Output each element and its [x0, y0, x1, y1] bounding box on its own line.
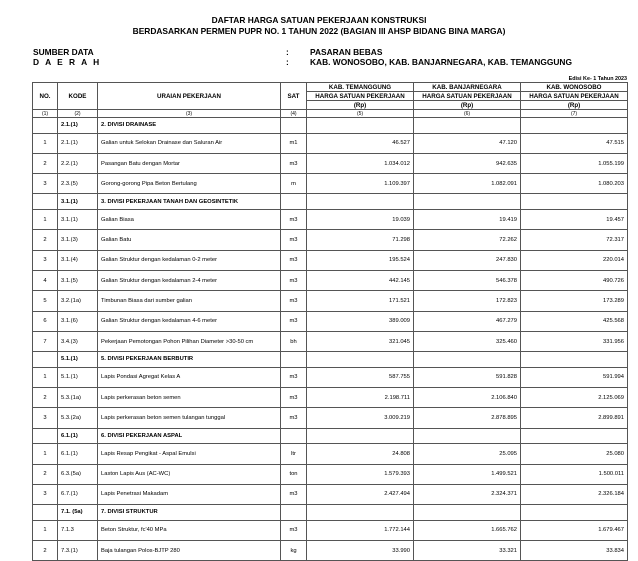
section-row	[33, 505, 628, 521]
row-kode: 5.3.(1a)	[58, 388, 98, 408]
header-no: NO.	[33, 83, 58, 110]
row-harga-temanggung: 71.298	[307, 230, 414, 250]
row-harga-banjarnegara: 546.378	[414, 270, 521, 290]
row-uraian: Lapis perkerasan beton semen tulangan tunggal	[98, 408, 281, 428]
row-uraian: Lapis Penetrasi Makadam	[98, 484, 281, 504]
row-sat: m	[281, 174, 307, 194]
header-kab-banjarnegara: KAB. BANJARNEGARA	[414, 83, 521, 92]
section-row	[33, 194, 628, 210]
row-no: 1	[33, 210, 58, 230]
row-harga-wonosobo	[521, 352, 628, 368]
row-sat	[281, 352, 307, 368]
row-kode: 2.1.(1)	[58, 133, 98, 153]
document-title: DAFTAR HARGA SATUAN PEKERJAAN KONSTRUKSI	[211, 15, 427, 25]
column-number: (6)	[414, 110, 521, 118]
row-kode: 2.3.(5)	[58, 174, 98, 194]
header-sat: SAT	[281, 83, 307, 110]
row-harga-temanggung: 587.755	[307, 367, 414, 387]
document-subtitle: BERDASARKAN PERMEN PUPR NO. 1 TAHUN 2022 (BAGIAN III AHSP BIDANG BINA MARGA)	[132, 26, 506, 36]
row-harga-wonosobo	[521, 505, 628, 521]
row-no: 3	[33, 484, 58, 504]
row-harga-temanggung	[307, 118, 414, 134]
row-harga-temanggung: 24.808	[307, 444, 414, 464]
row-sat: m3	[281, 388, 307, 408]
row-kode: 7.1. (5a)	[58, 505, 98, 521]
row-uraian: 6. DIVISI PEKERJAAN ASPAL	[98, 428, 281, 444]
table-row	[33, 153, 628, 173]
row-sat: kg	[281, 541, 307, 561]
row-kode: 5.1.(1)	[58, 367, 98, 387]
row-harga-wonosobo	[521, 118, 628, 134]
header-rp: (Rp)	[521, 101, 628, 110]
row-harga-wonosobo: 173.289	[521, 291, 628, 311]
table-row	[33, 367, 628, 387]
daerah-label: D A E R A H	[33, 57, 102, 67]
row-harga-wonosobo: 220.014	[521, 250, 628, 270]
row-kode: 2.2.(1)	[58, 153, 98, 173]
row-harga-wonosobo	[521, 194, 628, 210]
row-uraian: Galian Biasa	[98, 210, 281, 230]
row-sat: m3	[281, 270, 307, 290]
section-row	[33, 352, 628, 368]
column-number: (1)	[33, 110, 58, 118]
row-harga-banjarnegara: 1.499.521	[414, 464, 521, 484]
row-no: 7	[33, 331, 58, 351]
row-kode: 6.7.(1)	[58, 484, 98, 504]
row-sat: m3	[281, 210, 307, 230]
row-harga-wonosobo: 591.994	[521, 367, 628, 387]
table-row	[33, 444, 628, 464]
row-harga-banjarnegara: 2.878.895	[414, 408, 521, 428]
sumber-data-value: PASARAN BEBAS	[310, 47, 383, 57]
row-no: 1	[33, 367, 58, 387]
row-kode: 3.2.(1a)	[58, 291, 98, 311]
row-harga-banjarnegara: 33.321	[414, 541, 521, 561]
sumber-data-colon: :	[286, 47, 289, 57]
row-harga-banjarnegara	[414, 352, 521, 368]
row-sat: m3	[281, 230, 307, 250]
row-harga-banjarnegara: 325.460	[414, 331, 521, 351]
header-kab-wonosobo: KAB. WONOSOBO	[521, 83, 628, 92]
row-harga-banjarnegara: 942.635	[414, 153, 521, 173]
row-harga-banjarnegara: 19.419	[414, 210, 521, 230]
daerah-colon: :	[286, 57, 289, 67]
row-harga-banjarnegara	[414, 505, 521, 521]
row-no: 1	[33, 444, 58, 464]
row-no	[33, 118, 58, 134]
row-no: 4	[33, 270, 58, 290]
table-row	[33, 408, 628, 428]
row-harga-banjarnegara: 1.665.762	[414, 520, 521, 540]
row-harga-wonosobo: 19.457	[521, 210, 628, 230]
row-kode: 5.1.(1)	[58, 352, 98, 368]
row-harga-temanggung	[307, 505, 414, 521]
row-sat: ltr	[281, 444, 307, 464]
edition-label: Edisi Ke- 1 Tahun 2023	[568, 76, 627, 82]
header-harga: HARGA SATUAN PEKERJAAN	[414, 92, 521, 101]
row-uraian: Beton Struktur, fc'40 MPa	[98, 520, 281, 540]
row-harga-wonosobo: 25.080	[521, 444, 628, 464]
row-kode: 5.3.(2a)	[58, 408, 98, 428]
row-harga-temanggung: 33.990	[307, 541, 414, 561]
row-harga-wonosobo: 331.956	[521, 331, 628, 351]
row-kode: 3.1.(6)	[58, 311, 98, 331]
row-sat	[281, 118, 307, 134]
row-harga-banjarnegara	[414, 428, 521, 444]
row-no: 3	[33, 408, 58, 428]
row-harga-banjarnegara: 2.106.840	[414, 388, 521, 408]
header-rp: (Rp)	[307, 101, 414, 110]
row-kode: 3.1.(1)	[58, 210, 98, 230]
row-harga-wonosobo: 2.899.891	[521, 408, 628, 428]
table-row	[33, 484, 628, 504]
row-sat: bh	[281, 331, 307, 351]
row-uraian: Gorong-gorong Pipa Beton Bertulang	[98, 174, 281, 194]
row-harga-banjarnegara	[414, 118, 521, 134]
row-harga-wonosobo: 2.326.184	[521, 484, 628, 504]
row-harga-temanggung: 389.009	[307, 311, 414, 331]
row-harga-banjarnegara	[414, 194, 521, 210]
row-no: 2	[33, 153, 58, 173]
row-uraian: Timbunan Biasa dari sumber galian	[98, 291, 281, 311]
row-uraian: Lapis Resap Pengikat - Aspal Emulsi	[98, 444, 281, 464]
row-uraian: 7. DIVISI STRUKTUR	[98, 505, 281, 521]
row-sat: m3	[281, 408, 307, 428]
header-harga: HARGA SATUAN PEKERJAAN	[307, 92, 414, 101]
row-harga-banjarnegara: 591.828	[414, 367, 521, 387]
row-uraian: Laston Lapis Aus (AC-WC)	[98, 464, 281, 484]
row-kode: 3.1.(4)	[58, 250, 98, 270]
row-harga-wonosobo: 1.500.011	[521, 464, 628, 484]
row-harga-temanggung: 1.579.393	[307, 464, 414, 484]
price-table	[32, 82, 628, 561]
table-row	[33, 174, 628, 194]
row-kode: 7.1.3	[58, 520, 98, 540]
row-uraian: Lapis Pondasi Agregat Kelas A	[98, 367, 281, 387]
row-harga-banjarnegara: 25.095	[414, 444, 521, 464]
row-uraian: Baja tulangan Polos-BJTP 280	[98, 541, 281, 561]
row-no	[33, 352, 58, 368]
row-uraian: 5. DIVISI PEKERJAAN BERBUTIR	[98, 352, 281, 368]
row-harga-wonosobo: 72.317	[521, 230, 628, 250]
row-harga-temanggung	[307, 194, 414, 210]
table-row	[33, 210, 628, 230]
row-harga-temanggung: 2.427.494	[307, 484, 414, 504]
row-uraian: Pasangan Batu dengan Mortar	[98, 153, 281, 173]
row-uraian: Galian Struktur dengan kedalaman 4-6 meter	[98, 311, 281, 331]
daerah-value: KAB. WONOSOBO, KAB. BANJARNEGARA, KAB. TEMANGGUNG	[310, 57, 572, 67]
row-no: 2	[33, 464, 58, 484]
row-uraian: Galian Struktur dengan kedalaman 0-2 meter	[98, 250, 281, 270]
row-sat: m3	[281, 311, 307, 331]
column-number: (7)	[521, 110, 628, 118]
row-harga-banjarnegara: 172.823	[414, 291, 521, 311]
row-harga-temanggung: 321.045	[307, 331, 414, 351]
row-sat: m3	[281, 520, 307, 540]
row-harga-temanggung	[307, 428, 414, 444]
row-harga-temanggung: 19.039	[307, 210, 414, 230]
section-row	[33, 118, 628, 134]
row-harga-banjarnegara: 467.279	[414, 311, 521, 331]
column-number: (4)	[281, 110, 307, 118]
row-no: 5	[33, 291, 58, 311]
row-harga-banjarnegara: 247.830	[414, 250, 521, 270]
section-row	[33, 428, 628, 444]
table-row	[33, 270, 628, 290]
row-harga-wonosobo: 1.080.203	[521, 174, 628, 194]
row-uraian: 3. DIVISI PEKERJAAN TANAH DAN GEOSINTETIK	[98, 194, 281, 210]
row-harga-temanggung: 171.521	[307, 291, 414, 311]
row-harga-temanggung: 1.772.144	[307, 520, 414, 540]
row-no	[33, 428, 58, 444]
row-uraian: Galian Struktur dengan kedalaman 2-4 meter	[98, 270, 281, 290]
row-harga-temanggung: 46.527	[307, 133, 414, 153]
table-row	[33, 133, 628, 153]
row-kode: 2.1.(1)	[58, 118, 98, 134]
header-harga: HARGA SATUAN PEKERJAAN	[521, 92, 628, 101]
sumber-data-label: SUMBER DATA	[33, 47, 94, 57]
row-harga-temanggung: 1.034.012	[307, 153, 414, 173]
row-kode: 6.1.(1)	[58, 428, 98, 444]
table-row	[33, 331, 628, 351]
row-kode: 3.1.(5)	[58, 270, 98, 290]
row-harga-temanggung: 195.524	[307, 250, 414, 270]
row-sat	[281, 194, 307, 210]
row-harga-wonosobo: 1.679.467	[521, 520, 628, 540]
row-no: 2	[33, 388, 58, 408]
row-no: 2	[33, 230, 58, 250]
table-row	[33, 388, 628, 408]
row-kode: 3.1.(1)	[58, 194, 98, 210]
table-row	[33, 311, 628, 331]
table-row	[33, 230, 628, 250]
row-harga-wonosobo: 33.834	[521, 541, 628, 561]
row-harga-wonosobo: 47.515	[521, 133, 628, 153]
column-number-row	[33, 110, 628, 118]
column-number: (2)	[58, 110, 98, 118]
row-harga-wonosobo: 490.726	[521, 270, 628, 290]
row-kode: 3.1.(3)	[58, 230, 98, 250]
row-harga-wonosobo: 2.125.069	[521, 388, 628, 408]
row-sat: m1	[281, 133, 307, 153]
row-uraian: Lapis perkerasan beton semen	[98, 388, 281, 408]
row-harga-temanggung: 1.109.397	[307, 174, 414, 194]
column-number: (3)	[98, 110, 281, 118]
row-sat: m3	[281, 250, 307, 270]
row-no	[33, 505, 58, 521]
row-no: 1	[33, 133, 58, 153]
row-harga-banjarnegara: 47.120	[414, 133, 521, 153]
column-number: (5)	[307, 110, 414, 118]
row-harga-banjarnegara: 72.262	[414, 230, 521, 250]
row-harga-banjarnegara: 2.324.371	[414, 484, 521, 504]
row-sat: m3	[281, 291, 307, 311]
row-kode: 7.3.(1)	[58, 541, 98, 561]
row-uraian: 2. DIVISI DRAINASE	[98, 118, 281, 134]
row-kode: 6.3.(5a)	[58, 464, 98, 484]
row-sat: ton	[281, 464, 307, 484]
table-row	[33, 291, 628, 311]
table-row	[33, 464, 628, 484]
row-uraian: Galian untuk Selokan Drainase dan Saluran Air	[98, 133, 281, 153]
row-no: 2	[33, 541, 58, 561]
row-no: 3	[33, 250, 58, 270]
row-sat: m3	[281, 484, 307, 504]
row-kode: 6.1.(1)	[58, 444, 98, 464]
header-uraian: URAIAN PEKERJAAN	[98, 83, 281, 110]
header-kode: KODE	[58, 83, 98, 110]
table-row	[33, 520, 628, 540]
row-no: 1	[33, 520, 58, 540]
row-harga-wonosobo: 425.568	[521, 311, 628, 331]
row-harga-temanggung	[307, 352, 414, 368]
row-kode: 3.4.(3)	[58, 331, 98, 351]
row-no: 6	[33, 311, 58, 331]
row-sat: m3	[281, 367, 307, 387]
header-rp: (Rp)	[414, 101, 521, 110]
row-harga-banjarnegara: 1.082.091	[414, 174, 521, 194]
row-uraian: Pekerjaan Pemotongan Pohon Pilihan Diameter >30-50 cm	[98, 331, 281, 351]
table-row	[33, 250, 628, 270]
row-harga-temanggung: 2.198.711	[307, 388, 414, 408]
row-harga-temanggung: 3.009.219	[307, 408, 414, 428]
row-no: 3	[33, 174, 58, 194]
row-sat: m3	[281, 153, 307, 173]
row-sat	[281, 505, 307, 521]
table-row	[33, 541, 628, 561]
row-harga-wonosobo	[521, 428, 628, 444]
header-kab-temanggung: KAB. TEMANGGUNG	[307, 83, 414, 92]
row-sat	[281, 428, 307, 444]
row-uraian: Galian Batu	[98, 230, 281, 250]
row-no	[33, 194, 58, 210]
row-harga-temanggung: 442.145	[307, 270, 414, 290]
row-harga-wonosobo: 1.055.199	[521, 153, 628, 173]
table-body	[33, 118, 628, 561]
